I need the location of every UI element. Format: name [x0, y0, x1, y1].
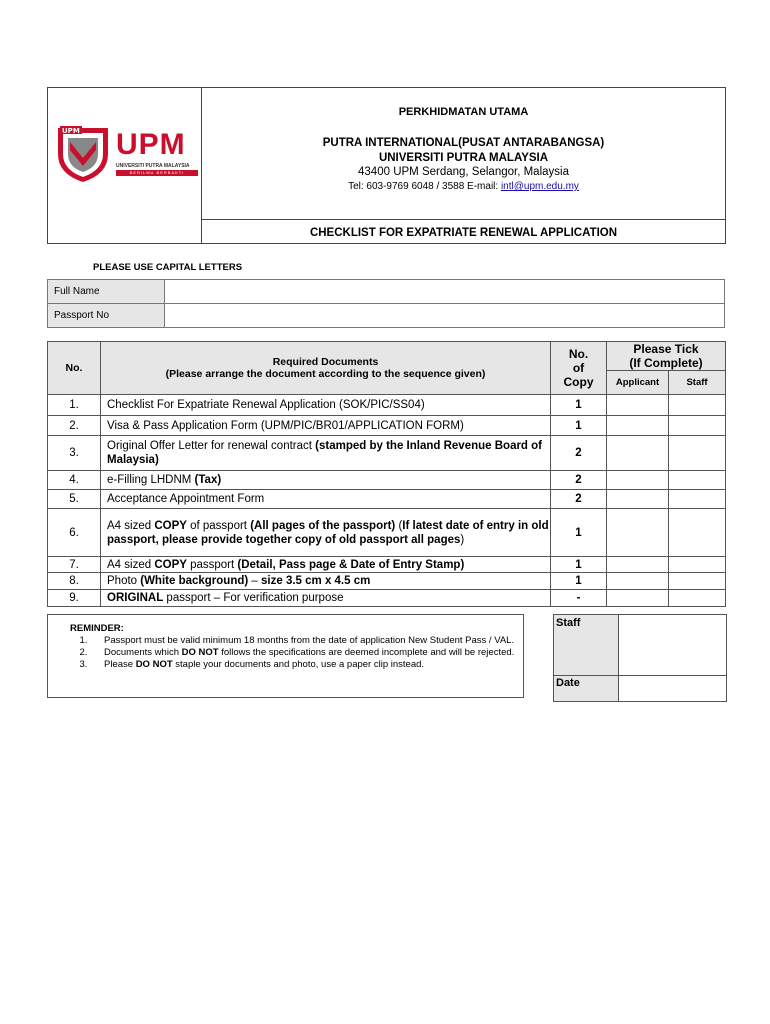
header-line-4: 43400 UPM Serdang, Selangor, Malaysia: [358, 166, 569, 178]
row-copies: 1: [551, 509, 607, 557]
reminder-box: [47, 614, 524, 698]
row-document: [101, 590, 551, 607]
reminder-text-bold: DO NOT: [135, 659, 173, 670]
staff-tick-cell[interactable]: [669, 490, 726, 509]
staff-date-box: [553, 614, 727, 702]
staff-tick-cell[interactable]: [669, 436, 726, 471]
col-header-tick-1: Please Tick: [633, 342, 699, 356]
row-copies: 1: [551, 416, 607, 436]
reminder-item: [90, 635, 520, 647]
staff-tick-cell[interactable]: [669, 395, 726, 416]
col-header-tick: [607, 342, 726, 371]
row-copies: 1: [551, 395, 607, 416]
row-number: 7.: [48, 557, 101, 573]
document-text: A4 sized: [107, 519, 155, 532]
applicant-tick-cell[interactable]: [607, 436, 669, 471]
date-label: Date: [554, 676, 618, 701]
header-divider: [202, 219, 725, 220]
table-row: [48, 557, 726, 573]
document-text: A4 sized: [107, 558, 155, 571]
row-copies: 2: [551, 490, 607, 509]
full-name-field[interactable]: [164, 279, 725, 304]
table-row: [48, 395, 726, 416]
passport-label: Passport No: [47, 303, 165, 328]
document-text: Original Offer Letter for renewal contract: [107, 440, 316, 452]
document-text: Acceptance Appointment Form: [107, 493, 265, 505]
staff-tick-cell[interactable]: [669, 573, 726, 590]
row-number: 5.: [48, 490, 101, 509]
col-header-copies: [551, 342, 607, 395]
reminder-text: staple your documents and photo, use a paper clip instead.: [172, 659, 425, 670]
row-document: [101, 416, 551, 436]
full-name-label: Full Name: [47, 279, 165, 304]
row-document: [101, 509, 551, 557]
document-text-bold: (White background): [140, 575, 249, 587]
reminder-title: REMINDER:: [70, 623, 124, 634]
document-text: passport: [186, 558, 238, 571]
col-header-staff: Staff: [669, 371, 726, 395]
col-header-no: No.: [48, 342, 101, 395]
instruction-text: PLEASE USE CAPITAL LETTERS: [93, 262, 243, 273]
staff-tick-cell[interactable]: [669, 557, 726, 573]
document-text-bold: (Tax): [194, 474, 222, 486]
col-header-documents: [101, 342, 551, 395]
row-copies: 2: [551, 471, 607, 490]
staff-tick-cell[interactable]: [669, 416, 726, 436]
applicant-tick-cell[interactable]: [607, 490, 669, 509]
reminder-text: Passport must be valid minimum 18 months from the date of application New Student Pass / VAL.: [104, 635, 515, 646]
document-text-bold: COPY: [154, 519, 187, 532]
document-text-bold: (All pages of the passport): [250, 519, 396, 532]
row-number: 3.: [48, 436, 101, 471]
row-number: 4.: [48, 471, 101, 490]
applicant-tick-cell[interactable]: [607, 395, 669, 416]
applicant-tick-cell[interactable]: [607, 416, 669, 436]
document-text-bold: COPY: [154, 558, 187, 571]
staff-signature-field[interactable]: [619, 615, 726, 675]
document-text-bold: size 3.5 cm x 4.5 cm: [261, 575, 371, 587]
applicant-tick-cell[interactable]: [607, 471, 669, 490]
table-row: [48, 416, 726, 436]
logo-text: UPM: [116, 128, 186, 161]
applicant-tick-cell[interactable]: [607, 509, 669, 557]
email-link[interactable]: intl@upm.edu.my: [500, 181, 579, 192]
header-box: [47, 87, 726, 244]
row-copies: 1: [551, 573, 607, 590]
applicant-tick-cell[interactable]: [607, 590, 669, 607]
col-header-documents-title: Required Documents: [272, 356, 379, 368]
document-text-bold: (stamped by the Inland Revenue Board of Malaysia): [107, 440, 543, 466]
col-header-applicant: Applicant: [607, 371, 669, 395]
document-text: Checklist For Expatriate Renewal Application (SOK/PIC/SS04): [107, 399, 425, 411]
date-field[interactable]: [619, 676, 726, 701]
col-header-documents-sub: (Please arrange the document according to the sequence given): [165, 368, 486, 380]
staff-tick-cell[interactable]: [669, 509, 726, 557]
staff-tick-cell[interactable]: [669, 471, 726, 490]
documents-table: [47, 341, 726, 607]
table-row: [48, 471, 726, 490]
document-text: e-Filling LHDNM: [107, 474, 195, 486]
logo-subtext: UNIVERSITI PUTRA MALAYSIA: [116, 163, 190, 169]
document-text: Visa & Pass Application Form (UPM/PIC/BR01/APPLICATION FORM): [107, 419, 464, 432]
staff-tick-cell[interactable]: [669, 590, 726, 607]
reminder-text: Documents which: [104, 647, 182, 658]
col-header-tick-2: (If Complete): [629, 356, 703, 370]
reminder-item: [90, 659, 520, 671]
row-number: 9.: [48, 590, 101, 607]
table-row: [48, 490, 726, 509]
passport-field[interactable]: [164, 303, 725, 328]
row-document: [101, 436, 551, 471]
row-number: 2.: [48, 416, 101, 436]
row-document: [101, 573, 551, 590]
applicant-tick-cell[interactable]: [607, 573, 669, 590]
row-number: 8.: [48, 573, 101, 590]
logo-cell: [48, 88, 202, 243]
table-row: [48, 509, 726, 557]
document-text-bold: (Detail, Pass page & Date of Entry Stamp): [237, 558, 465, 571]
reminder-text: follows the specifications are deemed incomplete and will be rejected.: [218, 647, 515, 658]
col-header-copies-3: Copy: [563, 375, 594, 389]
row-number: 1.: [48, 395, 101, 416]
row-copies: 1: [551, 557, 607, 573]
staff-label: Staff: [554, 615, 618, 675]
reminder-text: Please: [104, 659, 136, 670]
reminder-text-bold: DO NOT: [181, 647, 219, 658]
row-document: [101, 490, 551, 509]
document-text: –: [248, 575, 262, 587]
document-text-bold: ORIGINAL: [107, 592, 164, 604]
document-text: passport – For verification purpose: [163, 592, 344, 604]
row-number: 6.: [48, 509, 101, 557]
row-copies: -: [551, 590, 607, 607]
row-copies: 2: [551, 436, 607, 471]
header-line-5: [202, 181, 725, 192]
reminder-list: [70, 635, 520, 671]
document-text-bold: If latest date of entry in old passport, please provide together copy of old passport all pages: [107, 519, 549, 546]
row-document: [101, 557, 551, 573]
reminder-item: [90, 647, 520, 659]
header-line-1: PERKHIDMATAN UTAMA: [398, 106, 529, 118]
document-text: (: [395, 519, 403, 532]
header-line-3: UNIVERSITI PUTRA MALAYSIA: [378, 152, 549, 164]
document-text: ): [460, 533, 465, 546]
header-line-2: PUTRA INTERNATIONAL(PUSAT ANTARABANGSA): [322, 137, 605, 149]
table-row: [48, 590, 726, 607]
row-document: [101, 471, 551, 490]
svg-text:UPM: UPM: [62, 127, 80, 135]
row-document: [101, 395, 551, 416]
col-header-copies-2: of: [572, 361, 585, 375]
logo-tagline: BERILMU BERBAKTI: [116, 170, 198, 176]
contact-text: Tel: 603-9769 6048 / 3588 E-mail:: [348, 181, 501, 192]
document-text: of passport: [186, 519, 251, 532]
table-row: [48, 573, 726, 590]
table-row: [48, 436, 726, 471]
document-text: Photo: [107, 575, 141, 587]
col-header-copies-1: No.: [568, 347, 589, 361]
document-title: CHECKLIST FOR EXPATRIATE RENEWAL APPLICATION: [309, 227, 618, 239]
applicant-tick-cell[interactable]: [607, 557, 669, 573]
